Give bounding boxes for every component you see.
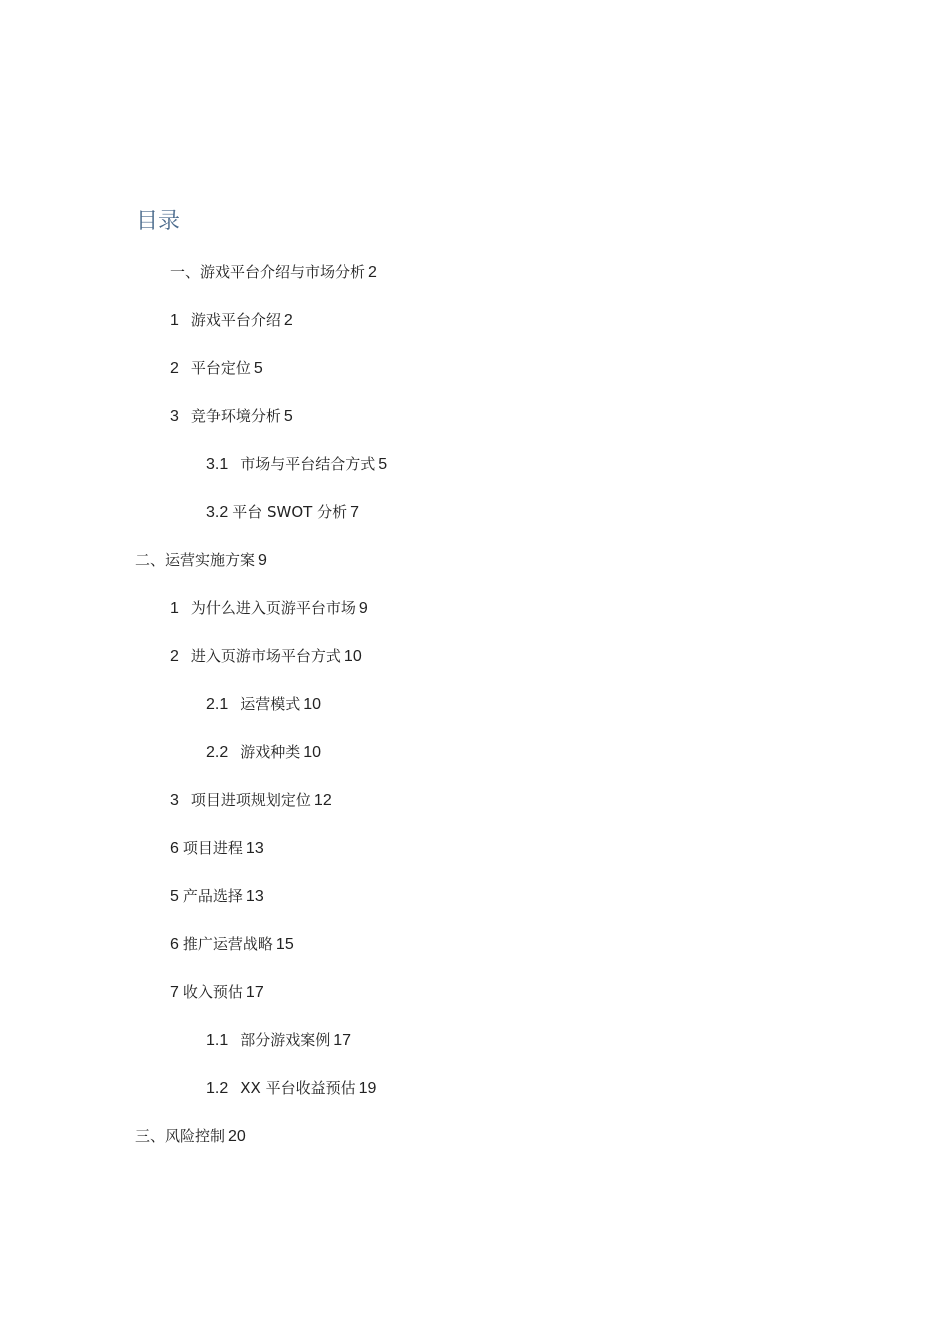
toc-entry-number: 2: [170, 360, 179, 377]
toc-entry[interactable]: [206, 501, 359, 524]
toc-entry[interactable]: [206, 693, 321, 716]
toc-entry-page: 7: [350, 504, 360, 521]
toc-entry[interactable]: [206, 1077, 376, 1100]
toc-title: 目录: [136, 209, 181, 234]
toc-entry-page: 15: [275, 936, 294, 953]
toc-entry-page: 19: [358, 1080, 377, 1097]
toc-entry-page: 5: [253, 360, 263, 377]
toc-entry[interactable]: [170, 789, 332, 812]
toc-entry-label: 平台定位: [190, 359, 251, 377]
toc-entry-label: 为什么进入页游平台市场: [190, 599, 356, 617]
toc-entry-page: 5: [283, 408, 293, 425]
toc-entry-number: 1: [170, 600, 179, 617]
toc-entry[interactable]: [170, 597, 368, 620]
toc-entry-label: 竞争环境分析: [190, 407, 281, 425]
toc-entry-label: 二、运营实施方案: [135, 551, 256, 569]
toc-entry-label: 部分游戏案例: [240, 1031, 331, 1049]
toc-entry-number: 3.1: [206, 456, 229, 473]
toc-entry-page: 2: [283, 312, 293, 329]
toc-entry-label: 产品选择: [182, 887, 243, 905]
toc-entry-page: 17: [245, 984, 264, 1001]
toc-entry-number: 3: [170, 408, 179, 425]
toc-entry-label: 运营模式: [240, 695, 301, 713]
toc-entry-label: 推广运营战略: [182, 935, 273, 953]
toc-entry-number: 2.2: [206, 744, 229, 761]
toc-entry[interactable]: [170, 405, 293, 428]
toc-entry-number: 1: [170, 312, 179, 329]
toc-entry-page: 10: [343, 648, 362, 665]
toc-entry-number: 3.2: [206, 504, 229, 521]
toc-entry-label: XX 平台收益预估: [240, 1079, 356, 1097]
toc-entry-page: 9: [258, 552, 267, 569]
toc-entry-page: 13: [245, 888, 264, 905]
toc-entry-page: 20: [228, 1128, 246, 1145]
toc-entry[interactable]: [170, 837, 264, 860]
toc-entry[interactable]: [170, 645, 362, 668]
toc-entry-page: 9: [358, 600, 368, 617]
toc-entry-label: 进入页游市场平台方式: [190, 647, 341, 665]
toc-entry-page: 17: [333, 1032, 352, 1049]
toc-entry[interactable]: [170, 357, 263, 380]
toc-entry[interactable]: [206, 1029, 351, 1052]
toc-entry[interactable]: [135, 1125, 246, 1148]
toc-entry-page: 13: [245, 840, 264, 857]
toc-entry-label: 游戏种类: [240, 743, 301, 761]
toc-entry-number: 2: [170, 648, 179, 665]
toc-entry[interactable]: [135, 549, 267, 572]
toc-entry-page: 10: [303, 744, 322, 761]
toc-entry-label: 游戏平台介绍: [190, 311, 281, 329]
toc-entry[interactable]: [206, 741, 321, 764]
toc-entry-number: 5: [170, 888, 179, 905]
toc-entry-number: 2.1: [206, 696, 229, 713]
toc-entry-page: 2: [368, 264, 377, 281]
toc-entry-label: 市场与平台结合方式: [240, 455, 376, 473]
toc-entry-label: 三、风险控制: [135, 1127, 226, 1145]
toc-entry-number: 6: [170, 936, 179, 953]
toc-entry-page: 5: [378, 456, 388, 473]
toc-entry-number: 1.2: [206, 1080, 229, 1097]
toc-entry-page: 10: [303, 696, 322, 713]
toc-entry[interactable]: [170, 261, 377, 284]
toc-entry-label: 项目进程: [182, 839, 243, 857]
toc-entry-number: 1.1: [206, 1032, 229, 1049]
toc-entry-label: 收入预估: [182, 983, 243, 1001]
toc-entry[interactable]: [170, 933, 294, 956]
toc-entry[interactable]: [206, 453, 387, 476]
toc-entry-label: 平台 SWOT 分析: [232, 503, 348, 521]
toc-entry-label: 一、游戏平台介绍与市场分析: [170, 263, 366, 281]
toc-entry-number: 3: [170, 792, 179, 809]
toc-entry-page: 12: [313, 792, 332, 809]
toc-entry[interactable]: [170, 309, 293, 332]
toc-entry[interactable]: [170, 981, 264, 1004]
toc-entry-number: 7: [170, 984, 179, 1001]
toc-entry-label: 项目进项规划定位: [190, 791, 311, 809]
toc-entry-number: 6: [170, 840, 179, 857]
toc-entry[interactable]: [170, 885, 264, 908]
